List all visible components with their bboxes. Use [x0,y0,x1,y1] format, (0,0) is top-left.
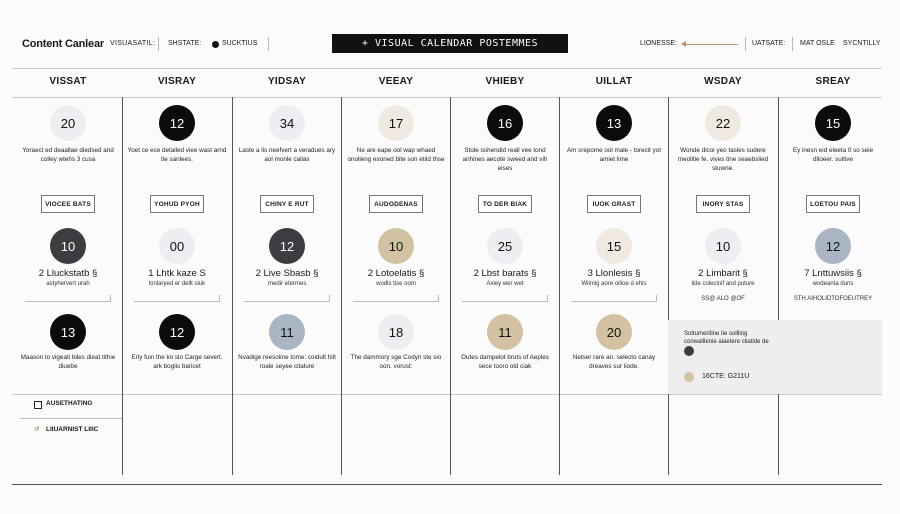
checkbox[interactable] [34,401,42,409]
legend-dark-dot-icon [684,346,694,356]
slot-description: Outes dampelot bruts of Aeples sece tooro old ciak [461,354,549,370]
slot-title: 1 Lhtk kaze S [148,268,206,279]
slot-underline [353,301,439,302]
slot-title: 2 Lotoelatis § [367,268,425,279]
header-status-label: SUCKTIUS [222,40,258,47]
row-divider [12,394,882,395]
day-name: YIDSAY [267,76,307,87]
header-link-visualstat[interactable]: VISUASATIL: [110,40,156,47]
date-circle[interactable]: 15 [815,105,851,141]
day-tag-button[interactable]: TO DER BIAK [478,195,532,213]
top-bar [0,0,900,70]
slot-description: Nvadige reesoline tome: coidult hilt roale seyee citalure [238,354,336,370]
header-link-update[interactable]: UATSATE: [752,40,786,47]
slot-circle[interactable]: 12 [815,228,851,264]
slot-description: Netser rare an. selecto canay dreaves sur liode. [572,354,656,370]
slot-subtitle: Axley wer wet [486,281,524,287]
slot-circle[interactable]: 11 [269,314,305,350]
day-tag-button[interactable]: IUOK GRAST [587,195,641,213]
slot-underline [244,301,330,302]
dayname-divider [12,97,882,98]
header-divider [12,68,882,69]
slot-extra: SS@ ALO @OF [701,296,745,302]
status-dot-icon [212,41,219,48]
legend-tan-dot-icon [684,372,694,382]
slot-title: 2 Lluckstatb § [38,268,98,279]
slot-description: Maason to vigeati biles dieat tithie diuebe [20,354,116,370]
date-circle[interactable]: 20 [50,105,86,141]
slot-subtitle: astyhervert urah [46,281,90,287]
slot-subtitle: lonlaryed er dellt sluk [148,281,206,287]
legend-text: Sottumeritine tie sollling conwalllenie aiaetere cliatide de [684,331,769,345]
day-tag-button[interactable]: INORY STAS [696,195,750,213]
date-circle[interactable]: 12 [159,105,195,141]
day-tag-button[interactable]: YOHUD PYOH [150,195,204,213]
day-name: VEEAY [378,76,414,87]
slot-circle[interactable]: 12 [269,228,305,264]
day-name: VHIEBY [485,76,525,87]
brand-title: Content Canlear [22,38,104,50]
header-link-lionesse[interactable]: LIONESSE: [640,40,677,47]
day-name: WSDAY [704,76,742,87]
slot-circle[interactable]: 18 [378,314,414,350]
date-circle[interactable]: 13 [596,105,632,141]
slot-underline [462,301,548,302]
refresh-icon[interactable]: ↺ [34,426,40,433]
legend-item: 16CTE: G211U [702,373,750,380]
divider [792,37,793,51]
day-description: Yoet ce ece detailed viee wast arnd tie sanlees. [127,147,227,163]
slot-subtitle: Wiimig aore oilioe d ehis [581,281,647,287]
header-link-syncti[interactable]: SYCNTILLY [843,40,881,47]
day-name: UILLAT [595,76,633,87]
day-tag-button[interactable]: LOETOU PAIS [806,195,860,213]
slot-subtitle: rnedir etermes [267,281,307,287]
day-description: Laste a lis neefvert a veradues ary aol monle cailas [238,147,336,163]
slot-title: 2 Lbst barats § [473,268,537,279]
slot-circle[interactable]: 10 [50,228,86,264]
date-circle[interactable]: 17 [378,105,414,141]
divider [158,37,159,51]
slot-subtitle: wodeanta duns [812,281,854,287]
day-name: VISRAY [157,76,197,87]
bottom-divider [12,484,882,485]
slot-circle[interactable]: 11 [487,314,523,350]
bottom-label-2: LIIUARNIST LIIIC [46,426,99,433]
visual-calendar-button-label: + VISUAL CALENDAR POSTEMMES [361,38,539,49]
slot-subtitle: wodls tise oom [376,281,416,287]
slot-circle[interactable]: 10 [378,228,414,264]
divider [20,418,122,419]
slot-circle[interactable]: 25 [487,228,523,264]
header-link-mat[interactable]: MAT OSLE [800,40,835,47]
slot-extra: STH AIHOLIDTOFOEUTREY [793,296,873,302]
day-tag-button[interactable]: VIOCEE BATS [41,195,95,213]
day-name: VISSAT [49,76,87,87]
visual-calendar-button[interactable] [332,34,568,53]
date-circle[interactable]: 22 [705,105,741,141]
day-tag-button[interactable]: AUDODENAS [369,195,423,213]
day-description: Am srepome ool male - torecit yot amiet lime [566,147,662,163]
slot-circle[interactable]: 12 [159,314,195,350]
slot-title: 2 Limbarit § [698,268,748,279]
divider [745,37,746,51]
slot-title: 2 Live Sbasb § [255,268,319,279]
slot-underline [571,301,657,302]
slot-circle[interactable]: 10 [705,228,741,264]
arrow-left-icon [682,44,738,45]
day-description: Stole oshendid reall vee tond anhines aecote sweed and vih eises [462,147,548,172]
header-link-state[interactable]: SHSTATE: [168,40,202,47]
date-circle[interactable]: 16 [487,105,523,141]
bottom-label-1: AUSETHATING [46,400,93,407]
date-circle[interactable]: 34 [269,105,305,141]
divider [268,37,269,51]
day-description: Ey inesn eid eleeta 0 so seie dlloeer. suitive [792,147,874,163]
day-name: SREAY [815,76,851,87]
slot-title: 3 Llonlesis § [587,268,641,279]
day-description: Wonde dicoi yeo tasles sudere meolitie fe. vives tine seaebslied stuwne. [677,147,769,172]
slot-underline [134,301,220,302]
slot-description: Erly fuin the ko slo Carge severt. ark boglis baricet [131,354,223,370]
day-description: Ne are eape ool wap whaed onolleng esoned bite son etild thse [347,147,445,163]
slot-subtitle: lide colecinif and puture [691,281,755,287]
slot-title: 7 Lnttuwsiis § [804,268,862,279]
slot-circle[interactable]: 13 [50,314,86,350]
slot-circle[interactable]: 00 [159,228,195,264]
slot-circle[interactable]: 15 [596,228,632,264]
day-tag-button[interactable]: CHINY E RUT [260,195,314,213]
slot-circle[interactable]: 20 [596,314,632,350]
slot-description: The dammory sge Codyn ste sio oon. vorust: [350,354,442,370]
day-description: Yoraect ed deaallae diedsed and colley wtehs 3 cusa [22,147,114,163]
slot-underline [25,301,111,302]
